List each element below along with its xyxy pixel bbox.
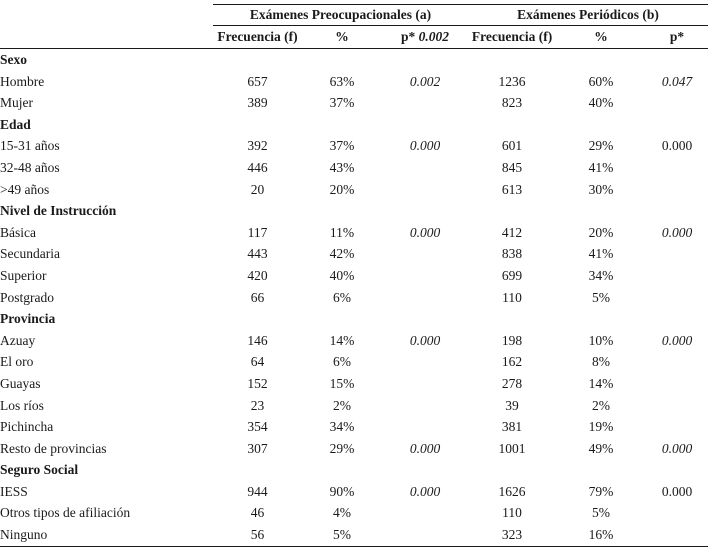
pvalue-periodicos xyxy=(646,395,708,417)
pct-preocupacionales: 2% xyxy=(333,397,351,413)
pct-preocupacionales xyxy=(302,114,382,136)
pct-periodicos: 2% xyxy=(592,397,611,413)
freq-preocupacionales xyxy=(213,459,302,481)
row-label: Seguro Social xyxy=(0,462,79,478)
row-label: Superior xyxy=(0,267,47,283)
pvalue-periodicos xyxy=(646,49,708,71)
pvalue-preocupacionales xyxy=(382,92,468,114)
pvalue-preocupacionales xyxy=(382,459,468,481)
empty-label-header xyxy=(0,26,213,49)
pvalue-periodicos: 0.000 xyxy=(661,440,693,456)
pvalue-preocupacionales xyxy=(382,265,468,287)
pct-preocupacionales: 5% xyxy=(302,524,382,546)
pct-preocupacionales: 15% xyxy=(329,375,355,391)
pct-periodicos: 5% xyxy=(592,289,611,305)
pvalue-preocupacionales xyxy=(382,200,468,222)
row-label: Provincia xyxy=(0,311,56,327)
pct-periodicos xyxy=(556,114,646,136)
section-row xyxy=(0,459,708,481)
freq-periodicos: 110 xyxy=(502,505,522,521)
freq-preocupacionales: 446 xyxy=(247,159,268,175)
row-label: Secundaria xyxy=(0,246,60,262)
column-header-frecuencia-a: Frecuencia (f) xyxy=(213,26,302,49)
table-row xyxy=(0,287,708,309)
pct-periodicos xyxy=(556,459,646,481)
pct-periodicos: 41% xyxy=(588,159,614,175)
pvalue-periodicos xyxy=(646,351,708,373)
freq-periodicos xyxy=(468,114,556,136)
pvalue-periodicos xyxy=(646,243,708,265)
table-row xyxy=(0,502,708,524)
freq-periodicos: 823 xyxy=(501,95,523,111)
row-label: Los ríos xyxy=(0,397,44,413)
column-header-row xyxy=(0,26,708,49)
table-row xyxy=(0,179,708,201)
pct-periodicos: 8% xyxy=(592,354,611,370)
group-header-preocupacionales: Exámenes Preocupacionales (a) xyxy=(213,5,468,26)
row-label: Sexo xyxy=(0,52,27,67)
freq-periodicos: 601 xyxy=(501,138,523,154)
pvalue-preocupacionales xyxy=(382,179,468,201)
table-row xyxy=(0,243,708,265)
freq-periodicos: 39 xyxy=(505,397,519,413)
pct-periodicos: 34% xyxy=(588,267,614,283)
freq-preocupacionales: 443 xyxy=(247,246,268,262)
pct-periodicos: 19% xyxy=(588,419,614,435)
pvalue-periodicos: 0.000 xyxy=(661,332,693,348)
group-header-periodicos: Exámenes Periódicos (b) xyxy=(468,5,708,26)
table-row xyxy=(0,395,708,417)
section-row xyxy=(0,114,708,136)
column-header-pct-b: % xyxy=(556,26,646,49)
pct-periodicos: 49% xyxy=(588,440,614,456)
pvalue-preocupacionales xyxy=(382,395,468,417)
row-label: Nivel de Instrucción xyxy=(0,203,117,219)
row-label: Hombre xyxy=(0,73,45,89)
freq-preocupacionales: 20 xyxy=(250,181,265,197)
pct-preocupacionales: 42% xyxy=(329,246,355,262)
row-label: Pichincha xyxy=(0,419,54,435)
pvalue-preocupacionales xyxy=(382,416,468,438)
freq-preocupacionales: 64 xyxy=(250,354,265,370)
pvalue-periodicos xyxy=(646,459,708,481)
freq-periodicos: 110 xyxy=(502,289,522,305)
pct-periodicos: 40% xyxy=(588,95,614,111)
row-label: Otros tipos de afiliación xyxy=(0,505,131,521)
pvalue-periodicos xyxy=(646,265,708,287)
table-row xyxy=(0,524,708,546)
table-row xyxy=(0,351,708,373)
pvalue-periodicos xyxy=(646,92,708,114)
pct-preocupacionales xyxy=(302,308,382,330)
pvalue-periodicos xyxy=(646,157,708,179)
pct-periodicos: 60% xyxy=(588,73,614,89)
pct-periodicos: 41% xyxy=(588,246,614,262)
pvalue-periodicos: 0.000 xyxy=(661,224,693,240)
table-row xyxy=(0,438,708,460)
row-label: Guayas xyxy=(0,375,41,391)
column-header-p-a xyxy=(382,26,468,49)
pct-preocupacionales: 20% xyxy=(329,181,355,197)
pvalue-periodicos xyxy=(646,416,708,438)
pct-preocupacionales: 90% xyxy=(329,483,355,499)
pvalue-preocupacionales: 0.000 xyxy=(409,138,441,154)
pct-preocupacionales: 6% xyxy=(333,289,351,305)
freq-preocupacionales: 46 xyxy=(250,505,265,521)
freq-preocupacionales: 23 xyxy=(250,397,265,413)
table-row xyxy=(0,92,708,114)
freq-periodicos: 162 xyxy=(501,354,523,370)
freq-periodicos: 1626 xyxy=(498,483,526,499)
table-row xyxy=(0,481,708,503)
section-row xyxy=(0,49,708,71)
freq-periodicos: 198 xyxy=(501,332,523,348)
row-label: 15-31 años xyxy=(0,138,60,154)
freq-periodicos: 613 xyxy=(501,181,523,197)
pvalue-preocupacionales xyxy=(382,49,468,71)
pct-preocupacionales: 4% xyxy=(333,505,351,521)
pct-preocupacionales: 37% xyxy=(329,95,355,111)
pvalue-preocupacionales xyxy=(382,114,468,136)
group-header-row xyxy=(0,5,708,26)
freq-preocupacionales: 392 xyxy=(247,138,268,154)
pct-preocupacionales: 37% xyxy=(329,138,355,154)
pct-periodicos xyxy=(556,308,646,330)
column-header-frecuencia-b: Frecuencia (f) xyxy=(468,26,556,49)
freq-periodicos: 412 xyxy=(501,224,523,240)
p-star-label: p* xyxy=(401,29,416,44)
pvalue-periodicos xyxy=(646,287,708,309)
section-row xyxy=(0,308,708,330)
pvalue-periodicos xyxy=(646,200,708,222)
table-row xyxy=(0,265,708,287)
pct-periodicos: 16% xyxy=(556,524,646,546)
pct-preocupacionales xyxy=(302,459,382,481)
freq-preocupacionales xyxy=(213,114,302,136)
pvalue-preocupacionales xyxy=(382,157,468,179)
freq-preocupacionales xyxy=(213,49,302,71)
table-row xyxy=(0,373,708,395)
pct-preocupacionales: 29% xyxy=(329,440,355,456)
pct-preocupacionales: 34% xyxy=(329,419,355,435)
freq-preocupacionales: 117 xyxy=(247,224,268,240)
pvalue-preocupacionales xyxy=(382,373,468,395)
row-label: El oro xyxy=(0,354,34,370)
pvalue-preocupacionales xyxy=(382,243,468,265)
pvalue-preocupacionales: 0.000 xyxy=(409,483,441,499)
freq-preocupacionales: 152 xyxy=(247,375,268,391)
freq-preocupacionales: 420 xyxy=(247,267,268,283)
freq-preocupacionales xyxy=(213,200,302,222)
pct-periodicos: 10% xyxy=(588,332,614,348)
table-row xyxy=(0,330,708,352)
freq-periodicos: 381 xyxy=(501,419,523,435)
freq-preocupacionales: 354 xyxy=(247,419,268,435)
row-label: >49 años xyxy=(0,181,50,197)
empty-corner-cell xyxy=(0,5,213,26)
pvalue-preocupacionales: 0.002 xyxy=(409,73,441,89)
pvalue-preocupacionales xyxy=(382,308,468,330)
pct-preocupacionales: 6% xyxy=(333,354,351,370)
pct-periodicos xyxy=(556,49,646,71)
pvalue-periodicos: 0.000 xyxy=(661,138,693,154)
row-label: Postgrado xyxy=(0,289,54,305)
table-row xyxy=(0,71,708,93)
freq-periodicos xyxy=(468,459,556,481)
pvalue-preocupacionales xyxy=(382,524,468,546)
row-label: Edad xyxy=(0,116,31,132)
freq-periodicos: 323 xyxy=(468,524,556,546)
row-label: Básica xyxy=(0,224,36,240)
pct-periodicos: 30% xyxy=(588,181,614,197)
row-label: 32-48 años xyxy=(0,159,60,175)
row-label: Resto de provincias xyxy=(0,440,107,456)
pct-preocupacionales: 43% xyxy=(329,159,355,175)
pct-periodicos: 14% xyxy=(588,375,614,391)
freq-preocupacionales: 146 xyxy=(247,332,268,348)
freq-periodicos: 278 xyxy=(501,375,523,391)
table-row xyxy=(0,222,708,244)
freq-periodicos: 838 xyxy=(501,246,523,262)
pct-preocupacionales: 63% xyxy=(329,73,355,89)
row-label: Azuay xyxy=(0,332,36,348)
pct-periodicos: 79% xyxy=(588,483,614,499)
freq-periodicos xyxy=(468,308,556,330)
pvalue-periodicos xyxy=(646,502,708,524)
freq-preocupacionales: 307 xyxy=(247,440,268,456)
freq-preocupacionales: 66 xyxy=(250,289,265,305)
freq-preocupacionales: 657 xyxy=(247,73,268,89)
row-label: IESS xyxy=(0,483,28,499)
pvalue-periodicos xyxy=(646,114,708,136)
pvalue-periodicos: 0.047 xyxy=(661,73,693,89)
pct-periodicos: 29% xyxy=(588,138,614,154)
pct-preocupacionales xyxy=(302,49,382,71)
pct-preocupacionales xyxy=(302,200,382,222)
table-body xyxy=(0,49,708,547)
pvalue-preocupacionales xyxy=(382,502,468,524)
pvalue-preocupacionales xyxy=(382,287,468,309)
row-label: Mujer xyxy=(0,95,33,111)
table-row xyxy=(0,416,708,438)
row-label: Ninguno xyxy=(0,524,213,546)
freq-periodicos: 699 xyxy=(501,267,523,283)
pvalue-periodicos: 0.000 xyxy=(661,483,693,499)
freq-preocupacionales: 944 xyxy=(247,483,268,499)
pvalue-preocupacionales xyxy=(382,351,468,373)
pvalue-periodicos xyxy=(646,179,708,201)
table-row xyxy=(0,135,708,157)
pct-preocupacionales: 40% xyxy=(329,267,355,283)
pct-preocupacionales: 14% xyxy=(329,332,355,348)
column-header-p-b: p* xyxy=(646,26,708,49)
pvalue-periodicos xyxy=(646,308,708,330)
pvalue-preocupacionales: 0.000 xyxy=(409,224,441,240)
pvalue-periodicos xyxy=(646,524,708,546)
freq-periodicos: 845 xyxy=(501,159,523,175)
freq-preocupacionales: 389 xyxy=(247,95,268,111)
freq-periodicos: 1236 xyxy=(498,73,526,89)
freq-periodicos: 1001 xyxy=(498,440,526,456)
freq-periodicos xyxy=(468,49,556,71)
pvalue-periodicos xyxy=(646,373,708,395)
pct-periodicos: 5% xyxy=(592,505,611,521)
pvalue-preocupacionales: 0.000 xyxy=(409,440,441,456)
pct-preocupacionales: 11% xyxy=(329,224,355,240)
freq-preocupacionales xyxy=(213,308,302,330)
freq-preocupacionales: 56 xyxy=(213,524,302,546)
table-row xyxy=(0,157,708,179)
section-row xyxy=(0,200,708,222)
freq-periodicos xyxy=(468,200,556,222)
statistics-table xyxy=(0,4,708,547)
p-value-note: 0.002 xyxy=(418,29,450,44)
pct-periodicos xyxy=(556,200,646,222)
pct-periodicos: 20% xyxy=(588,224,614,240)
column-header-pct-a: % xyxy=(302,26,382,49)
pvalue-preocupacionales: 0.000 xyxy=(409,332,441,348)
